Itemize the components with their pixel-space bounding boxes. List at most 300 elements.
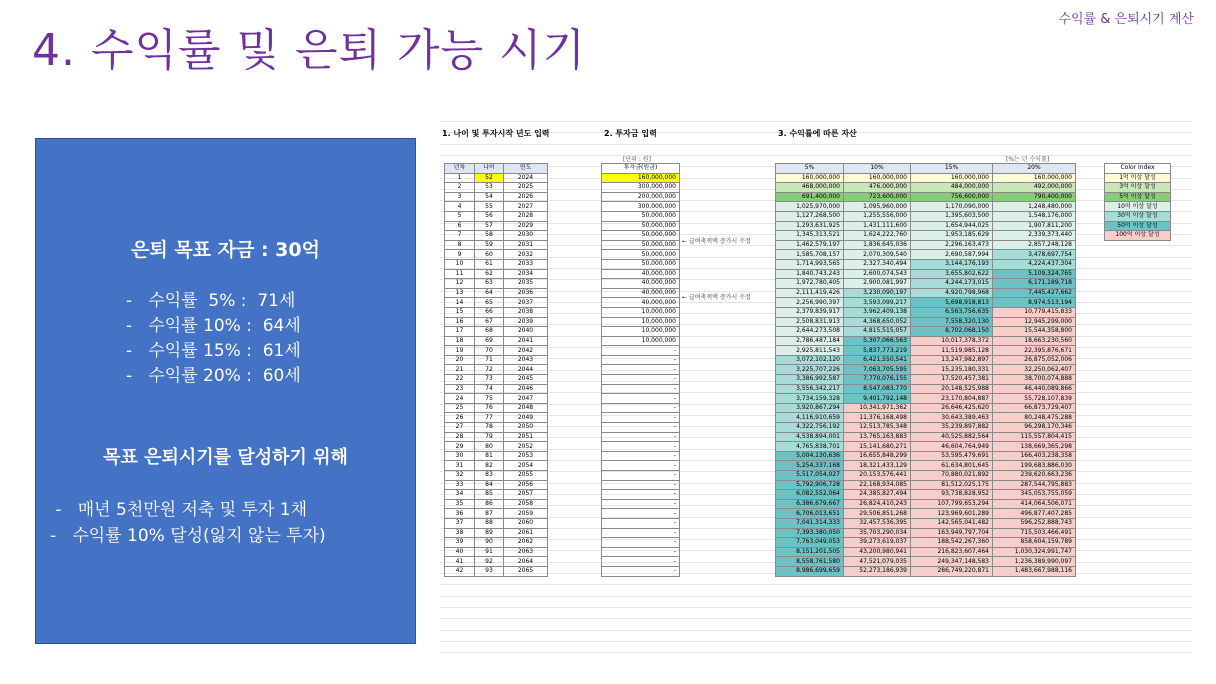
table-row [776, 269, 1076, 279]
asset-cell: 61,634,801,645 [911, 461, 993, 471]
asset-cell: 4,116,910,659 [776, 413, 844, 423]
table-row [445, 288, 548, 298]
table-row [602, 518, 680, 528]
year-cell: 2028 [504, 211, 548, 221]
asset-cell: 32,250,062,407 [993, 365, 1076, 375]
asset-cell: 2,600,074,543 [844, 269, 911, 279]
table-row [445, 471, 548, 481]
asset-cell: 8,974,513,194 [993, 298, 1076, 308]
age-cell: 90 [475, 538, 504, 548]
table-row [602, 403, 680, 413]
year-index-cell: 14 [445, 298, 475, 308]
asset-cell: 2,327,340,494 [844, 259, 911, 269]
year-index-cell: 34 [445, 490, 475, 500]
investment-cell: - [602, 499, 680, 509]
table-row [602, 307, 680, 317]
table-row [602, 384, 680, 394]
investment-cell: 50,000,000 [602, 231, 680, 241]
table-row [445, 211, 548, 221]
color-index-row [1105, 192, 1171, 202]
table-row [602, 173, 680, 183]
asset-cell: 4,815,515,057 [844, 327, 911, 337]
age-cell: 68 [475, 327, 504, 337]
table-row [445, 317, 548, 327]
year-index-cell: 2 [445, 183, 475, 193]
table-row [776, 394, 1076, 404]
table-row [445, 221, 548, 231]
investment-cell: 10,000,000 [602, 336, 680, 346]
asset-cell: 1,836,645,036 [844, 240, 911, 250]
investment-cell: 300,000,000 [602, 202, 680, 212]
asset-cell: 3,734,159,328 [776, 394, 844, 404]
year-index-cell: 33 [445, 480, 475, 490]
color-index-row [1105, 231, 1171, 241]
asset-cell: 3,593,099,217 [844, 298, 911, 308]
asset-cell: 2,900,081,997 [844, 279, 911, 289]
age-cell: 71 [475, 355, 504, 365]
investment-cell: - [602, 442, 680, 452]
asset-cell: 1,431,111,600 [844, 221, 911, 231]
asset-cell: 8,547,083,770 [844, 384, 911, 394]
header-year: 연도 [504, 164, 548, 174]
investment-cell: 300,000,000 [602, 183, 680, 193]
table-row [445, 346, 548, 356]
asset-cell: 496,877,407,285 [993, 509, 1076, 519]
asset-cell: 4,322,756,192 [776, 423, 844, 433]
asset-cell: 287,544,795,883 [993, 480, 1076, 490]
year-cell: 2024 [504, 173, 548, 183]
table-row [445, 518, 548, 528]
year-index-cell: 32 [445, 471, 475, 481]
color-index-item: 50억 이상 달성 [1105, 221, 1171, 231]
table-row [602, 413, 680, 423]
table-row [445, 192, 548, 202]
table-row [602, 259, 680, 269]
table-row [445, 432, 548, 442]
asset-cell: 4,224,437,304 [993, 259, 1076, 269]
asset-cell: 1,907,811,200 [993, 221, 1076, 231]
year-index-cell: 29 [445, 442, 475, 452]
age-cell: 82 [475, 461, 504, 471]
asset-cell: 10,779,415,833 [993, 307, 1076, 317]
goal-item: - 수익률 10% 달성(잃지 않는 투자) [50, 526, 326, 546]
table-row [602, 557, 680, 567]
asset-cell: 35,703,290,034 [844, 528, 911, 538]
table-row [602, 346, 680, 356]
year-cell: 2042 [504, 346, 548, 356]
year-cell: 2031 [504, 240, 548, 250]
table-row [445, 509, 548, 519]
asset-cell: 4,920,798,968 [911, 288, 993, 298]
investment-cell: - [602, 566, 680, 576]
year-cell: 2043 [504, 355, 548, 365]
investment-cell: - [602, 375, 680, 385]
asset-cell: 123,969,601,289 [911, 509, 993, 519]
asset-cell: 2,786,487,184 [776, 336, 844, 346]
table-row [776, 557, 1076, 567]
table-row [602, 365, 680, 375]
table-row [445, 566, 548, 576]
asset-cell: 3,225,707,226 [776, 365, 844, 375]
table-row [445, 355, 548, 365]
investment-cell: 160,000,000 [602, 173, 680, 183]
unit-note: [단위 : 원] [623, 156, 651, 163]
asset-cell: 8,986,699,659 [776, 566, 844, 576]
asset-cell: 70,880,021,892 [911, 471, 993, 481]
grid-line [440, 155, 1192, 156]
investment-cell: 40,000,000 [602, 298, 680, 308]
year-index-cell: 7 [445, 231, 475, 241]
asset-cell: 1,095,960,000 [844, 202, 911, 212]
table-row [602, 490, 680, 500]
asset-cell: 17,520,457,381 [911, 375, 993, 385]
table-row [445, 394, 548, 404]
asset-cell: 7,393,380,050 [776, 528, 844, 538]
goal-list [50, 497, 326, 549]
year-index-cell: 4 [445, 202, 475, 212]
investment-cell: - [602, 518, 680, 528]
table-row [602, 461, 680, 471]
age-cell: 61 [475, 259, 504, 269]
color-index-item: 1억 이상 달성 [1105, 173, 1171, 183]
asset-cell: 5,109,324,765 [993, 269, 1076, 279]
year-index-cell: 15 [445, 307, 475, 317]
asset-cell: 249,347,148,583 [911, 557, 993, 567]
asset-cell: 5,517,054,027 [776, 471, 844, 481]
table-row [776, 451, 1076, 461]
asset-cell: 22,395,876,671 [993, 346, 1076, 356]
table-row [602, 547, 680, 557]
header-age: 나이 [475, 164, 504, 174]
arrow-note: ← 급여축적액 증가시 수정 [682, 238, 751, 245]
year-cell: 2037 [504, 298, 548, 308]
investment-cell: - [602, 355, 680, 365]
investment-cell: - [602, 384, 680, 394]
asset-cell: 4,765,838,701 [776, 442, 844, 452]
table-row [776, 480, 1076, 490]
table-row [445, 384, 548, 394]
age-cell: 76 [475, 403, 504, 413]
table-row [445, 173, 548, 183]
table-row [776, 288, 1076, 298]
color-index-item: 3억 이상 달성 [1105, 183, 1171, 193]
asset-cell: 6,171,189,718 [993, 279, 1076, 289]
asset-cell: 2,339,373,440 [993, 231, 1076, 241]
age-cell: 89 [475, 528, 504, 538]
asset-cell: 858,604,159,789 [993, 538, 1076, 548]
table-row [602, 355, 680, 365]
year-index-cell: 36 [445, 509, 475, 519]
asset-cell: 5,792,906,728 [776, 480, 844, 490]
table-row [602, 240, 680, 250]
asset-cell: 46,604,764,949 [911, 442, 993, 452]
asset-cell: 596,252,888,743 [993, 518, 1076, 528]
asset-cell: 46,440,089,866 [993, 384, 1076, 394]
table-row [602, 432, 680, 442]
table-row [776, 490, 1076, 500]
year-cell: 2065 [504, 566, 548, 576]
year-index-cell: 6 [445, 221, 475, 231]
asset-cell: 160,000,000 [993, 173, 1076, 183]
asset-cell: 5,307,066,563 [844, 336, 911, 346]
color-index-item: 100억 이상 달성 [1105, 231, 1171, 241]
year-index-cell: 11 [445, 269, 475, 279]
age-cell: 67 [475, 317, 504, 327]
section-age-input: 1. 나이 및 투자시작 년도 입력 [442, 129, 550, 138]
color-index-row [1105, 183, 1171, 193]
asset-cell: 345,053,755,059 [993, 490, 1076, 500]
table-row [445, 240, 548, 250]
year-index-cell: 31 [445, 461, 475, 471]
year-cell: 2050 [504, 423, 548, 433]
grid-line [440, 630, 1192, 631]
asset-cell: 1,624,222,760 [844, 231, 911, 241]
asset-cell: 2,925,811,543 [776, 346, 844, 356]
asset-cell: 93,738,828,952 [911, 490, 993, 500]
table-row [602, 442, 680, 452]
asset-cell: 7,063,705,595 [844, 365, 911, 375]
investment-cell: - [602, 461, 680, 471]
table-row [445, 298, 548, 308]
table-row [602, 221, 680, 231]
table-row [776, 471, 1076, 481]
investment-cell: - [602, 346, 680, 356]
asset-cell: 1,025,970,000 [776, 202, 844, 212]
asset-cell: 11,376,168,498 [844, 413, 911, 423]
asset-cell: 18,321,433,129 [844, 461, 911, 471]
table-row [602, 211, 680, 221]
asset-cell: 81,512,025,175 [911, 480, 993, 490]
year-index-cell: 5 [445, 211, 475, 221]
age-cell: 80 [475, 442, 504, 452]
asset-cell: 23,170,804,887 [911, 394, 993, 404]
goal-item: - 매년 5천만원 저축 및 투자 1채 [50, 500, 308, 520]
asset-cell: 1,840,743,243 [776, 269, 844, 279]
table-row [776, 346, 1076, 356]
asset-cell: 6,706,013,651 [776, 509, 844, 519]
year-cell: 2038 [504, 307, 548, 317]
asset-table [775, 163, 1076, 577]
asset-cell: 468,000,000 [776, 183, 844, 193]
investment-table [601, 163, 680, 577]
asset-cell: 2,070,309,540 [844, 250, 911, 260]
age-cell: 53 [475, 183, 504, 193]
asset-cell: 2,508,831,913 [776, 317, 844, 327]
year-cell: 2034 [504, 269, 548, 279]
investment-cell: - [602, 509, 680, 519]
asset-cell: 239,620,663,236 [993, 471, 1076, 481]
asset-cell: 160,000,000 [844, 173, 911, 183]
table-row [776, 384, 1076, 394]
color-index-title: Color Index [1105, 164, 1171, 174]
table-row [445, 375, 548, 385]
asset-cell: 38,700,074,888 [993, 375, 1076, 385]
asset-cell: 15,235,180,331 [911, 365, 993, 375]
table-row [602, 451, 680, 461]
asset-cell: 1,462,579,197 [776, 240, 844, 250]
asset-cell: 53,595,479,691 [911, 451, 993, 461]
grid-line [440, 596, 1192, 597]
color-index-row [1105, 202, 1171, 212]
table-row [776, 413, 1076, 423]
table-row [602, 528, 680, 538]
table-row [776, 528, 1076, 538]
year-index-cell: 19 [445, 346, 475, 356]
investment-cell: 200,000,000 [602, 192, 680, 202]
table-row [602, 202, 680, 212]
table-row [602, 375, 680, 385]
asset-cell: 1,255,556,000 [844, 211, 911, 221]
asset-cell: 18,663,230,560 [993, 336, 1076, 346]
year-index-cell: 23 [445, 384, 475, 394]
asset-cell: 1,654,944,025 [911, 221, 993, 231]
header-rate-10: 10% [844, 164, 911, 174]
age-cell: 75 [475, 394, 504, 404]
age-cell: 87 [475, 509, 504, 519]
year-cell: 2041 [504, 336, 548, 346]
year-cell: 2060 [504, 518, 548, 528]
table-row [776, 509, 1076, 519]
grid-line [440, 607, 1192, 608]
table-row [602, 250, 680, 260]
year-cell: 2055 [504, 471, 548, 481]
table-row [445, 279, 548, 289]
table-row [602, 288, 680, 298]
investment-cell: 50,000,000 [602, 250, 680, 260]
slide-title: 4. 수익률 및 은퇴 가능 시기 [32, 25, 586, 76]
asset-cell: 1,585,708,157 [776, 250, 844, 260]
asset-cell: 96,298,170,346 [993, 423, 1076, 433]
asset-cell: 138,669,365,298 [993, 442, 1076, 452]
table-row [445, 183, 548, 193]
table-row [602, 480, 680, 490]
asset-cell: 26,646,425,620 [911, 403, 993, 413]
year-cell: 2051 [504, 432, 548, 442]
asset-cell: 6,421,550,541 [844, 355, 911, 365]
table-row [776, 461, 1076, 471]
investment-cell: - [602, 432, 680, 442]
year-cell: 2064 [504, 557, 548, 567]
asset-cell: 3,962,409,138 [844, 307, 911, 317]
goal-heading: 목표 은퇴시기를 달성하기 위해 [103, 447, 348, 468]
age-cell: 55 [475, 202, 504, 212]
asset-cell: 20,148,525,988 [911, 384, 993, 394]
table-row [445, 547, 548, 557]
year-index-cell: 28 [445, 432, 475, 442]
year-index-cell: 21 [445, 365, 475, 375]
table-row [776, 298, 1076, 308]
asset-cell: 1,236,389,990,097 [993, 557, 1076, 567]
table-row [602, 192, 680, 202]
age-cell: 81 [475, 451, 504, 461]
asset-cell: 1,345,313,521 [776, 231, 844, 241]
rate-note: [%는 년 수익률] [1006, 156, 1050, 163]
table-row [602, 231, 680, 241]
asset-cell: 3,230,090,197 [844, 288, 911, 298]
year-index-cell: 3 [445, 192, 475, 202]
header-rate-15: 15% [911, 164, 993, 174]
asset-cell: 80,248,475,288 [993, 413, 1076, 423]
year-cell: 2030 [504, 231, 548, 241]
investment-cell: 50,000,000 [602, 211, 680, 221]
asset-cell: 6,082,552,064 [776, 490, 844, 500]
table-row [776, 317, 1076, 327]
year-index-cell: 27 [445, 423, 475, 433]
age-cell: 57 [475, 221, 504, 231]
table-row [445, 480, 548, 490]
table-row [445, 231, 548, 241]
asset-cell: 2,644,273,508 [776, 327, 844, 337]
section-invest-input: 2. 투자금 입력 [604, 129, 657, 138]
table-row [776, 403, 1076, 413]
age-cell: 88 [475, 518, 504, 528]
table-row [445, 423, 548, 433]
age-cell: 62 [475, 269, 504, 279]
table-row [602, 499, 680, 509]
color-index-row [1105, 211, 1171, 221]
year-cell: 2053 [504, 451, 548, 461]
retirement-goal-heading: 은퇴 목표 자금 : 30억 [131, 239, 320, 261]
asset-cell: 715,503,466,491 [993, 528, 1076, 538]
grid-line [440, 618, 1192, 619]
table-row [776, 499, 1076, 509]
table-row [602, 538, 680, 548]
year-index-cell: 22 [445, 375, 475, 385]
table-row [776, 259, 1076, 269]
color-index-item: 5억 이상 달성 [1105, 192, 1171, 202]
table-row [776, 423, 1076, 433]
table-row [602, 269, 680, 279]
investment-cell: 40,000,000 [602, 269, 680, 279]
year-cell: 2054 [504, 461, 548, 471]
asset-cell: 11,519,985,128 [911, 346, 993, 356]
year-cell: 2033 [504, 259, 548, 269]
asset-cell: 1,953,185,629 [911, 231, 993, 241]
asset-cell: 55,728,107,839 [993, 394, 1076, 404]
table-row [776, 538, 1076, 548]
asset-cell: 12,513,785,348 [844, 423, 911, 433]
year-cell: 2044 [504, 365, 548, 375]
grid-line [440, 641, 1192, 642]
asset-cell: 756,600,000 [911, 192, 993, 202]
year-index-cell: 25 [445, 403, 475, 413]
asset-cell: 8,558,761,580 [776, 557, 844, 567]
year-index-cell: 16 [445, 317, 475, 327]
asset-cell: 20,153,576,441 [844, 471, 911, 481]
age-cell: 52 [475, 173, 504, 183]
asset-cell: 166,403,238,358 [993, 451, 1076, 461]
asset-cell: 790,400,000 [993, 192, 1076, 202]
asset-cell: 160,000,000 [911, 173, 993, 183]
age-cell: 54 [475, 192, 504, 202]
table-row [445, 250, 548, 260]
table-row [602, 317, 680, 327]
asset-cell: 5,837,773,219 [844, 346, 911, 356]
summary-panel [35, 138, 416, 644]
table-row [445, 451, 548, 461]
age-cell: 83 [475, 471, 504, 481]
asset-cell: 2,256,990,397 [776, 298, 844, 308]
table-row [602, 327, 680, 337]
age-cell: 79 [475, 432, 504, 442]
table-row [602, 394, 680, 404]
return-age-item: - 수익률 20% : 60세 [126, 366, 301, 386]
investment-cell: 50,000,000 [602, 259, 680, 269]
year-index-cell: 24 [445, 394, 475, 404]
section-asset: 3. 수익률에 따른 자산 [778, 129, 857, 138]
table-row [776, 231, 1076, 241]
investment-cell: 10,000,000 [602, 317, 680, 327]
